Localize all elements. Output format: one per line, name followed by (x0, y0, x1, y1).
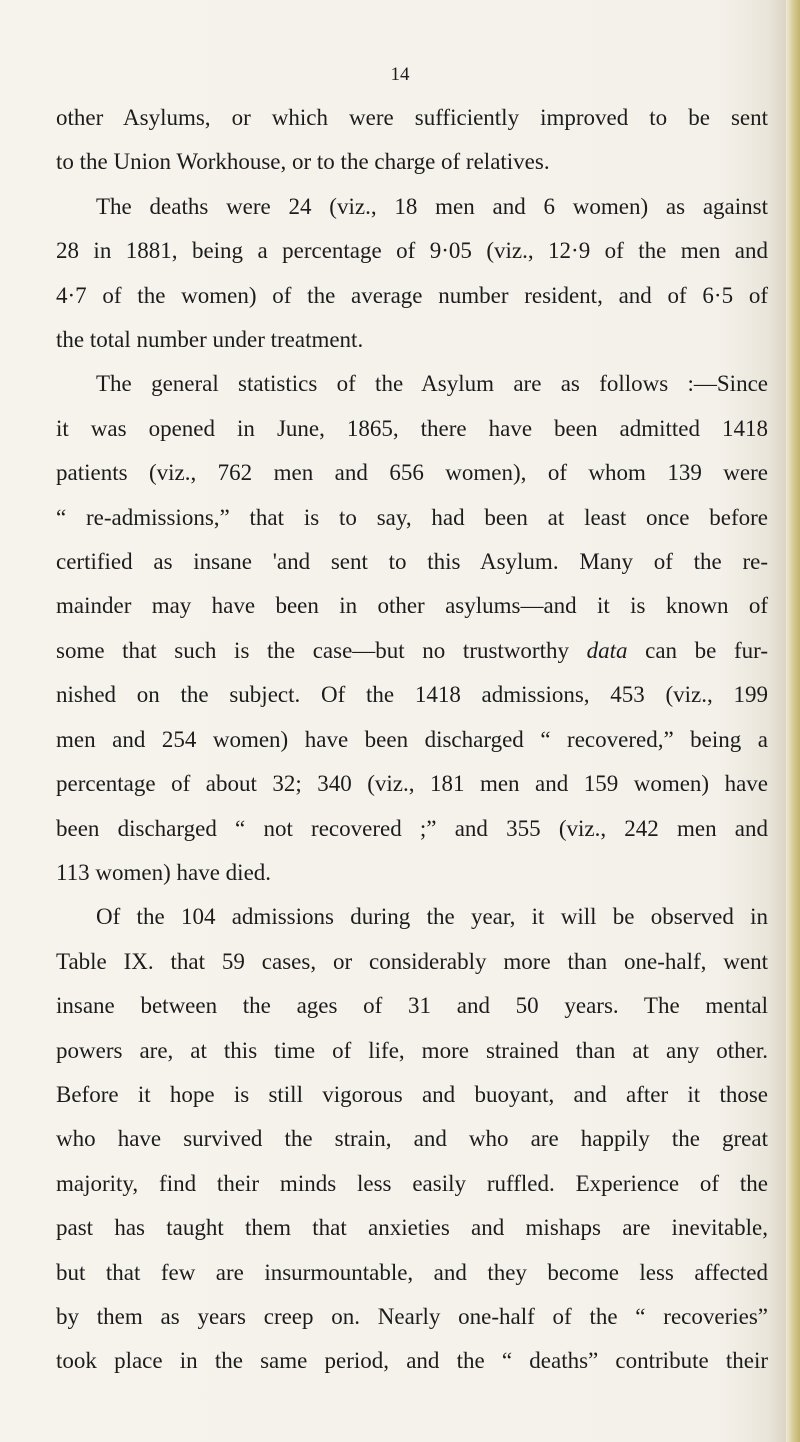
text-line: but that few are insurmountable, and they become less affected (56, 1259, 768, 1285)
text-line: to the Union Workhouse, or to the charge of relatives. (56, 149, 550, 175)
text-line-with-italic (56, 629, 768, 673)
text-line: powers are, at this time of life, more strained than at any other. (56, 1037, 768, 1063)
text-line: 113 women) have died. (56, 859, 272, 885)
text-line: who have survived the strain, and who are happily the great (56, 1126, 768, 1152)
text-line: men and 254 women) have been discharged “ recovered,” being a (56, 726, 768, 752)
text-line: past has taught them that anxieties and mishaps are inevitable, (56, 1215, 768, 1241)
text-line: percentage of about 32; 340 (viz., 181 men and 159 women) have (56, 771, 768, 797)
text-line: mainder may have been in other asylums—and it is known of (56, 593, 768, 619)
text-line: Table IX. that 59 cases, or considerably more than one-half, went (56, 948, 768, 974)
text-line: nished on the subject. Of the 1418 admissions, 453 (viz., 199 (56, 682, 768, 708)
italic-word: data (586, 637, 628, 663)
text-line: took place in the same period, and the “ deaths” contribute their (56, 1348, 768, 1374)
text-fragment: some that such is the case—but no trustworthy (56, 637, 569, 663)
text-line: by them as years creep on. Nearly one-half of the “ recoveries” (56, 1303, 768, 1329)
body-text (56, 96, 768, 1384)
text-line: the total number under treatment. (56, 327, 364, 353)
text-line: Of the 104 admissions during the year, it will be observed in (96, 904, 768, 930)
text-line: The general statistics of the Asylum are as follows :—Since (96, 371, 768, 397)
text-line: 4·7 of the women) of the average number resident, and of 6·5 of (56, 282, 768, 308)
text-line: 28 in 1881, being a percentage of 9·05 (viz., 12·9 of the men and (56, 238, 768, 264)
text-line: other Asylums, or which were sufficiently improved to be sent (56, 105, 768, 130)
text-fragment: can be fur- (645, 637, 769, 663)
text-line: insane between the ages of 31 and 50 years. The mental (56, 993, 768, 1019)
text-line: been discharged “ not recovered ;” and 355 (viz., 242 men and (56, 815, 768, 841)
text-line: The deaths were 24 (viz., 18 men and 6 women) as against (96, 193, 768, 219)
text-line: Before it hope is still vigorous and buoyant, and after it those (56, 1081, 768, 1107)
page-number: 14 (390, 64, 410, 85)
text-line: patients (viz., 762 men and 656 women), of whom 139 were (56, 460, 768, 486)
page-edge-shadow (786, 0, 800, 1442)
text-line: “ re-admissions,” that is to say, had been at least once before (56, 504, 768, 530)
text-line: certified as insane 'and sent to this Asylum. Many of the re- (56, 549, 768, 575)
text-line: it was opened in June, 1865, there have been admitted 1418 (56, 415, 768, 441)
text-line: majority, find their minds less easily ruffled. Experience of the (56, 1170, 768, 1196)
